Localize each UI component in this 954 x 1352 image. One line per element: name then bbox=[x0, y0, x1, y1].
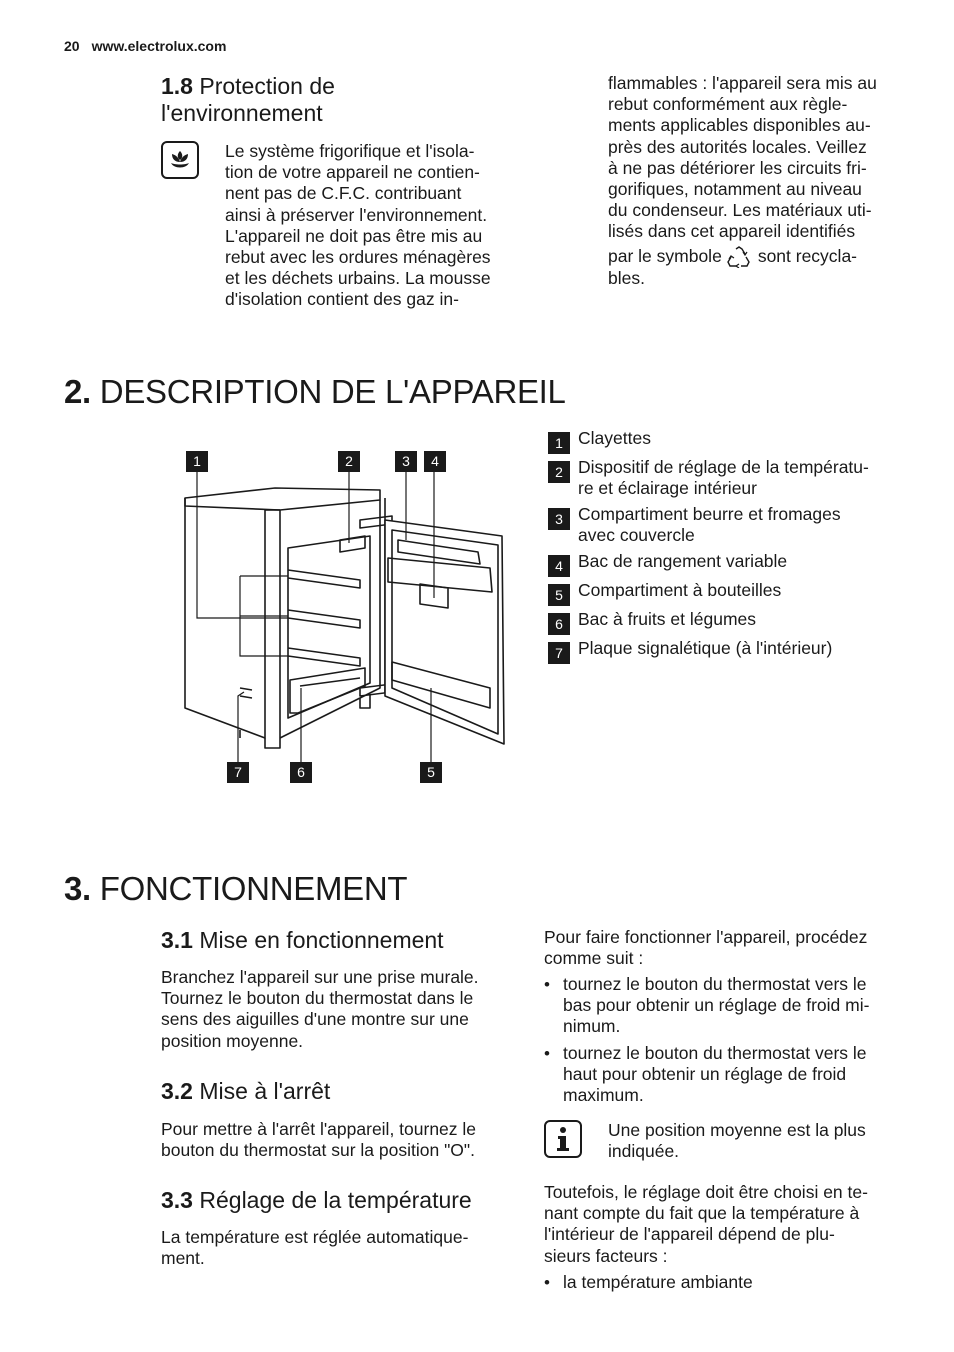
section-number: 3.1 bbox=[161, 927, 193, 953]
text-line: La température est réglée automatique- bbox=[161, 1227, 469, 1247]
legend-number: 3 bbox=[548, 508, 570, 530]
legend-number: 2 bbox=[548, 461, 570, 483]
diagram-label: 6 bbox=[297, 764, 305, 780]
text-line: comme suit : bbox=[544, 948, 644, 969]
legend-item bbox=[548, 580, 898, 606]
text-line: près des autorités locales. Veillez bbox=[608, 136, 867, 157]
text-line: bles. bbox=[608, 267, 645, 288]
diagram-label: 1 bbox=[193, 453, 201, 469]
text-line: maximum. bbox=[563, 1085, 644, 1106]
list-item: • tournez le bouton du thermostat vers le bas pour obtenir un réglage de froid mi- nimum. bbox=[544, 974, 870, 1037]
legend-item bbox=[548, 504, 898, 546]
section-title: Protection de l'environnement bbox=[161, 73, 335, 126]
diagram-label: 2 bbox=[345, 453, 353, 469]
text-line: Le système frigorifique et l'isola- bbox=[225, 141, 475, 161]
section-1-8-col2 bbox=[608, 73, 908, 289]
text-line: Branchez l'appareil sur une prise murale. bbox=[161, 967, 479, 987]
section-title: DESCRIPTION DE L'APPAREIL bbox=[99, 373, 566, 410]
text-line: position moyenne. bbox=[161, 1030, 304, 1051]
info-text bbox=[608, 1120, 908, 1162]
text-line: Toutefois, le réglage doit être choisi en te- bbox=[544, 1182, 868, 1202]
section-title: Réglage de la température bbox=[199, 1187, 472, 1213]
text-line: nant compte du fait que la température à bbox=[544, 1203, 860, 1224]
page-number: 20 bbox=[64, 38, 80, 54]
list-item: • tournez le bouton du thermostat vers le haut pour obtenir un réglage de froid maximum. bbox=[544, 1042, 867, 1106]
text-line: sens des aiguilles d'une montre sur une bbox=[161, 1009, 469, 1030]
text-line: indiquée. bbox=[608, 1141, 680, 1162]
text-line: nimum. bbox=[563, 1016, 621, 1037]
list-item: • la température ambiante bbox=[544, 1272, 753, 1292]
legend-text: Plaque signalétique (à l'intérieur) bbox=[578, 638, 833, 658]
text-line: lisés dans cet appareil identifiés bbox=[608, 221, 856, 242]
section-3-2-text bbox=[161, 1119, 521, 1161]
text-line: à ne pas détériorer les circuits fri- bbox=[608, 157, 867, 178]
legend-item bbox=[548, 457, 898, 499]
text-line: ment. bbox=[161, 1248, 205, 1269]
text-line: rebut avec les ordures ménagères bbox=[225, 247, 491, 268]
text-line: sieurs facteurs : bbox=[544, 1245, 668, 1266]
section-title: Mise en fonctionnement bbox=[199, 927, 444, 953]
section-number: 2. bbox=[64, 373, 91, 410]
text-line: tion de votre appareil ne contien- bbox=[225, 162, 480, 183]
text-line: rebut conformément aux règle- bbox=[608, 94, 848, 115]
text-line: Pour faire fonctionner l'appareil, procédez bbox=[544, 927, 868, 947]
text-line: tournez le bouton du thermostat vers le bbox=[563, 1042, 867, 1063]
text-line: et les déchets urbains. La mousse bbox=[225, 268, 491, 289]
text-line: ments applicables disponibles au- bbox=[608, 115, 871, 136]
text-line: du condenseur. Les matériaux uti- bbox=[608, 200, 872, 221]
page-header bbox=[64, 38, 226, 54]
legend-item bbox=[548, 638, 898, 664]
legend-text bbox=[578, 457, 898, 499]
section-3-3-text bbox=[161, 1227, 521, 1269]
text-line: flammables : l'appareil sera mis au bbox=[608, 73, 877, 93]
section-number: 3.3 bbox=[161, 1187, 193, 1213]
section-1-8-col1 bbox=[225, 141, 525, 311]
section-3-1-heading bbox=[161, 927, 444, 954]
diagram-label: 3 bbox=[402, 453, 410, 469]
legend-text bbox=[578, 504, 898, 546]
text-line: haut pour obtenir un réglage de froid bbox=[563, 1063, 847, 1084]
text-line bbox=[608, 246, 908, 268]
text-segment: sont recycla- bbox=[757, 246, 858, 267]
text-segment: par le symbole bbox=[608, 246, 722, 267]
section-3-para2 bbox=[544, 1182, 914, 1267]
legend-line: avec couvercle bbox=[578, 525, 695, 545]
legend-text: Compartiment à bouteilles bbox=[578, 580, 782, 600]
legend-text: Clayettes bbox=[578, 428, 651, 448]
text-line: Tournez le bouton du thermostat dans le bbox=[161, 988, 474, 1009]
section-3-1-text bbox=[161, 967, 521, 1052]
text-line: L'appareil ne doit pas être mis au bbox=[225, 225, 483, 246]
section-3-heading bbox=[64, 870, 407, 908]
section-3-2-heading bbox=[161, 1078, 330, 1105]
section-3-right-intro bbox=[544, 927, 914, 969]
legend-line: Dispositif de réglage de la températu- bbox=[578, 457, 869, 477]
section-title: Mise à l'arrêt bbox=[199, 1078, 331, 1104]
text-line: la température ambiante bbox=[563, 1272, 753, 1292]
text-line: d'isolation contient des gaz in- bbox=[225, 289, 459, 310]
bullet-list bbox=[544, 974, 914, 1106]
legend-item bbox=[548, 551, 898, 577]
section-number: 1.8 bbox=[161, 73, 193, 99]
legend-line: Compartiment beurre et fromages bbox=[578, 504, 841, 524]
legend-number: 4 bbox=[548, 555, 570, 577]
text-line: Une position moyenne est la plus bbox=[608, 1120, 866, 1140]
text-line: Pour mettre à l'arrêt l'appareil, tournez le bbox=[161, 1119, 477, 1139]
text-line: nent pas de C.F.C. contribuant bbox=[225, 183, 462, 204]
section-2-heading bbox=[64, 373, 566, 411]
legend-text: Bac à fruits et légumes bbox=[578, 609, 756, 629]
legend-number: 7 bbox=[548, 642, 570, 664]
legend-number: 1 bbox=[548, 432, 570, 454]
diagram-label: 5 bbox=[427, 764, 435, 780]
eco-flower-icon bbox=[161, 141, 199, 179]
legend-text: Bac de rangement variable bbox=[578, 551, 788, 571]
legend-line: re et éclairage intérieur bbox=[578, 478, 757, 498]
diagram-label: 4 bbox=[431, 453, 439, 469]
text-line: tournez le bouton du thermostat vers le bbox=[563, 974, 867, 994]
text-line: l'intérieur de l'appareil dépend de plu- bbox=[544, 1224, 835, 1245]
section-3-3-heading bbox=[161, 1187, 472, 1214]
section-1-8-heading bbox=[161, 73, 491, 127]
legend-number: 5 bbox=[548, 584, 570, 606]
legend-item bbox=[548, 609, 898, 635]
text-line: bas pour obtenir un réglage de froid mi- bbox=[563, 995, 870, 1016]
recycle-icon bbox=[725, 246, 755, 268]
section-number: 3.2 bbox=[161, 1078, 193, 1104]
legend-item bbox=[548, 428, 898, 454]
info-icon bbox=[544, 1120, 582, 1158]
text-line: ainsi à préserver l'environnement. bbox=[225, 204, 488, 225]
text-line: gorifiques, notamment au niveau bbox=[608, 179, 862, 200]
section-number: 3. bbox=[64, 870, 91, 907]
diagram-label: 7 bbox=[234, 764, 242, 780]
legend-number: 6 bbox=[548, 613, 570, 635]
appliance-diagram bbox=[180, 448, 520, 793]
section-title: FONCTIONNEMENT bbox=[99, 870, 408, 907]
header-url: www.electrolux.com bbox=[91, 38, 227, 54]
text-line: bouton du thermostat sur la position "O". bbox=[161, 1140, 475, 1161]
